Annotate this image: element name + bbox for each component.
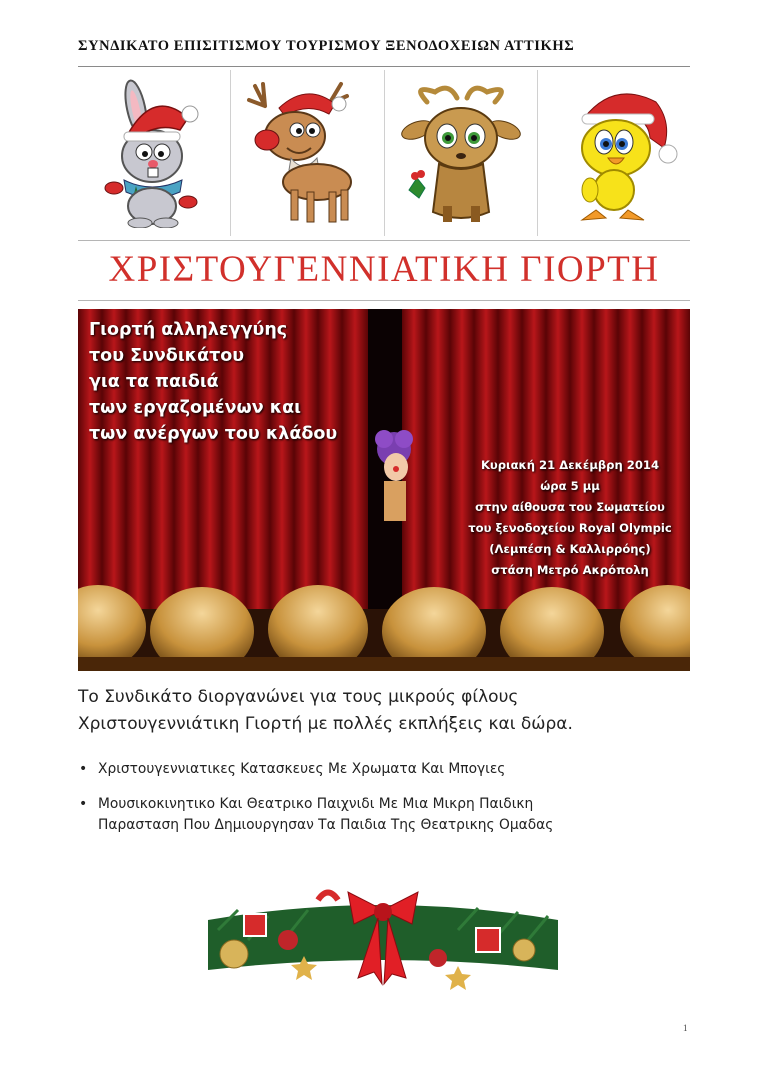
page-title: ΧΡΙΣΤΟΥΓΕΝΝΙΑΤΙΚΗ ΓΙΟΡΤΗ [108, 249, 660, 290]
banner-left-line: για τα παιδιά [89, 372, 219, 392]
event-banner [78, 309, 690, 671]
list-item-text: Παρασταση Που Δημιουργησαν Τα Παιδια Της Θεατρικης Ομαδας [98, 817, 554, 833]
activities-list [78, 759, 690, 850]
tweety-image [538, 70, 690, 236]
banner-event-description [89, 317, 337, 447]
list-item [78, 794, 690, 836]
banner-left-line: του Συνδικάτου [89, 346, 245, 366]
intro-paragraph [78, 684, 698, 738]
event-venue: στην αίθουσα του Σωματείου [475, 500, 665, 514]
bullet-icon: • [79, 796, 88, 812]
event-date: Κυριακή 21 Δεκέμβρη 2014 [480, 458, 660, 472]
header-divider [78, 66, 690, 67]
event-hotel: του ξενοδοχείου Royal Olympic [468, 521, 672, 535]
event-time: ώρα 5 μμ [540, 479, 600, 493]
event-metro-stop: στάση Μετρό Ακρόπολη [491, 563, 649, 577]
bunny-image [78, 70, 231, 236]
title-top-divider [78, 240, 690, 241]
list-item [78, 759, 690, 780]
bullet-icon: • [79, 761, 88, 777]
intro-line: Το Συνδικάτο διοργανώνει για τους μικρούς φίλους [78, 687, 519, 707]
organization-header: ΣΥΝΔΙΚΑΤΟ ΕΠΙΣΙΤΙΣΜΟΥ ΤΟΥΡΙΣΜΟΥ ΞΕΝΟΔΟΧΕΙΩΝ ΑΤΤΙΚΗΣ [78, 38, 575, 54]
title-bottom-divider [78, 300, 690, 301]
banner-event-details [450, 455, 690, 581]
page-number: 1 [683, 1023, 688, 1033]
banner-left-line: Γιορτή αλληλεγγύης [89, 320, 288, 340]
banner-left-line: των εργαζομένων και [89, 398, 301, 418]
fawn-image [385, 70, 538, 236]
list-item-text: Χριστουγεννιατικες Κατασκευες Με Χρωματα Και Μπογιες [98, 761, 506, 777]
christmas-garland-image [208, 880, 558, 990]
reindeer-image [231, 70, 384, 236]
intro-line: Χριστουγεννιάτικη Γιορτή με πολλές εκπλήξεις και δώρα. [78, 714, 573, 734]
characters-strip [78, 70, 690, 236]
banner-left-line: των ανέργων του κλάδου [89, 424, 338, 444]
list-item-text: Μουσικοκινητικο Και Θεατρικο Παιχνιδι Με Μια Μικρη Παιδικη [98, 796, 534, 812]
event-address: (Λεμπέση & Καλλιρρόης) [489, 542, 651, 556]
